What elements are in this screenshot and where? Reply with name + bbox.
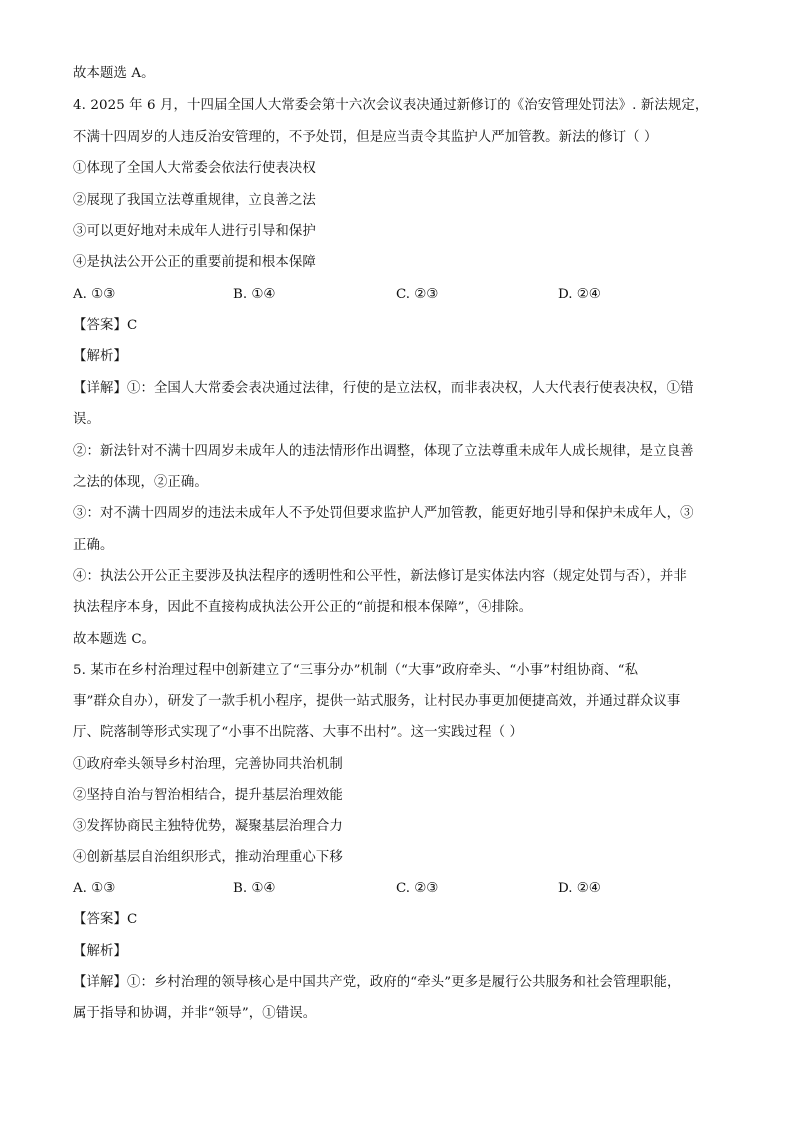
q5-answer: 【答案】C bbox=[73, 912, 138, 927]
q4-option-a: A. ①③ bbox=[73, 287, 116, 302]
q4-detail-line-3: ②：新法针对不满十四周岁未成年人的违法情形作出调整，体现了立法尊重未成年人成长规律，是立良善 bbox=[73, 444, 694, 459]
q4-detail-line-2: 误。 bbox=[73, 412, 100, 427]
q4-item-2: ②展现了我国立法尊重规律，立良善之法 bbox=[73, 193, 316, 208]
q5-stem-line-3: 厅、院落制等形式实现了“小事不出院落、大事不出村”。这一实践过程（ ） bbox=[73, 725, 523, 740]
q5-option-a: A. ①③ bbox=[73, 881, 116, 896]
q4-item-1: ①体现了全国人大常委会依法行使表决权 bbox=[73, 161, 316, 176]
q4-detail-line-5: ③：对不满十四周岁的违法未成年人不予处罚但要求监护人严加管教，能更好地引导和保护未成年人，③ bbox=[73, 506, 694, 521]
q4-detail-line-6: 正确。 bbox=[73, 538, 114, 553]
q4-detail-line-1: 【详解】①：全国人大常委会表决通过法律，行使的是立法权，而非表决权，人大代表行使表决权，①错 bbox=[73, 381, 694, 396]
q4-stem-line-2: 不满十四周岁的人违反治安管理的，不予处罚，但是应当责令其监护人严加管教。新法的修订（ ） bbox=[73, 130, 658, 145]
q5-analysis-title: 【解析】 bbox=[73, 944, 127, 959]
q4-option-d: D. ②④ bbox=[558, 287, 601, 302]
q4-detail-line-4: 之法的体现，②正确。 bbox=[73, 475, 208, 490]
q4-option-b: B. ①④ bbox=[233, 287, 276, 302]
q5-item-2: ②坚持自治与智治相结合，提升基层治理效能 bbox=[73, 788, 343, 803]
q4-stem-line-1: 4. 2025 年 6 月，十四届全国人大常委会第十六次会议表决通过新修订的《治安管理处罚法》. 新法规定， bbox=[73, 98, 709, 113]
q4-item-3: ③可以更好地对未成年人进行引导和保护 bbox=[73, 224, 316, 239]
q5-item-4: ④创新基层自治组织形式，推动治理重心下移 bbox=[73, 850, 343, 865]
q4-answer: 【答案】C bbox=[73, 318, 138, 333]
q4-conclusion: 故本题选 C。 bbox=[73, 632, 156, 647]
q5-item-1: ①政府牵头领导乡村治理，完善协同共治机制 bbox=[73, 757, 343, 772]
q4-detail-line-8: 执法程序本身，因此不直接构成执法公开公正的“前提和根本保障”，④排除。 bbox=[73, 600, 533, 615]
q4-item-4: ④是执法公开公正的重要前提和根本保障 bbox=[73, 255, 316, 270]
q5-option-c: C. ②③ bbox=[396, 881, 439, 896]
q4-analysis-title: 【解析】 bbox=[73, 349, 127, 364]
q4-detail-line-7: ④：执法公开公正主要涉及执法程序的透明性和公平性，新法修订是实体法内容（规定处罚与否），并非 bbox=[73, 569, 687, 584]
q4-option-c: C. ②③ bbox=[396, 287, 439, 302]
q5-option-b: B. ①④ bbox=[233, 881, 276, 896]
q5-option-d: D. ②④ bbox=[558, 881, 601, 896]
q3-conclusion: 故本题选 A。 bbox=[73, 66, 155, 81]
q5-detail-line-1: 【详解】①：乡村治理的领导核心是中国共产党，政府的“牵头”更多是履行公共服务和社会管理职能， bbox=[73, 975, 681, 990]
q5-item-3: ③发挥协商民主独特优势，凝聚基层治理合力 bbox=[73, 819, 343, 834]
q5-stem-line-1: 5. 某市在乡村治理过程中创新建立了“三事分办”机制（“大事”政府牵头、“小事”村组协商、“私 bbox=[73, 663, 639, 678]
q5-stem-line-2: 事”群众自办），研发了一款手机小程序，提供一站式服务，让村民办事更加便捷高效，并通过群众议事 bbox=[73, 694, 681, 709]
q5-detail-line-2: 属于指导和协调，并非“领导”，①错误。 bbox=[73, 1006, 317, 1021]
